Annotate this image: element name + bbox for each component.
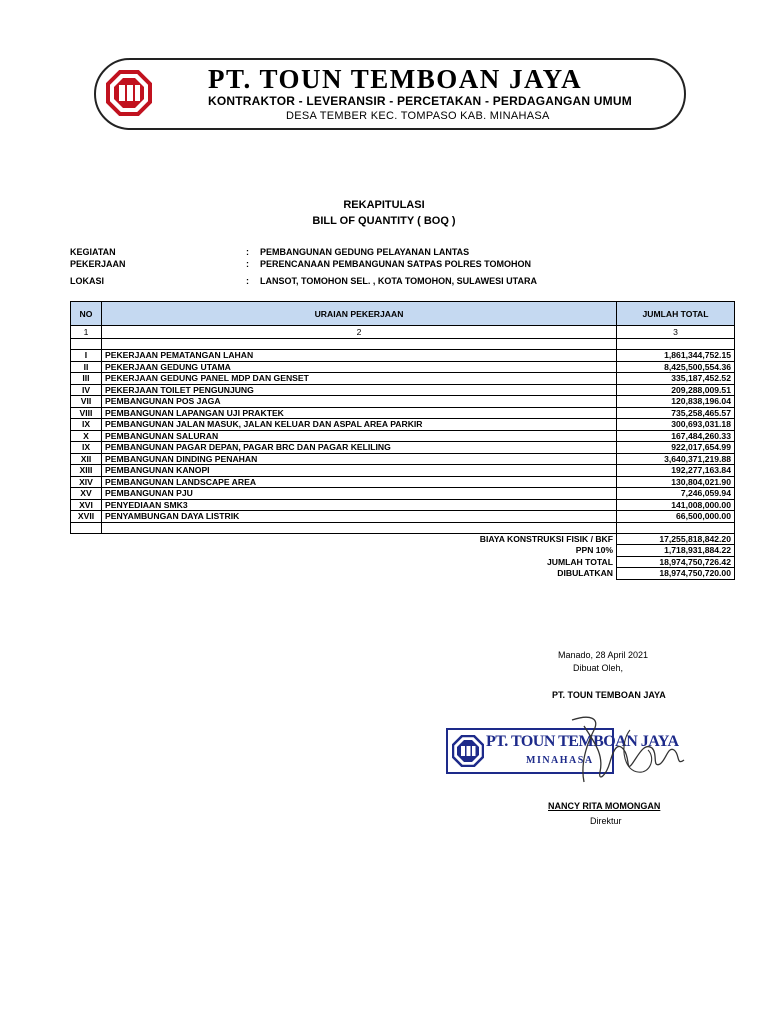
info-label: LOKASI xyxy=(70,276,105,286)
table-row xyxy=(71,499,735,511)
spacer-cell xyxy=(102,339,617,350)
item-number: VII xyxy=(71,396,102,408)
item-number: III xyxy=(71,373,102,385)
spacer-cell xyxy=(617,522,735,533)
table-row xyxy=(71,419,735,431)
item-number: X xyxy=(71,430,102,442)
summary-row xyxy=(71,545,735,557)
item-amount: 8,425,500,554.36 xyxy=(617,361,735,373)
table-row xyxy=(71,488,735,500)
summary-amount: 18,974,750,726.42 xyxy=(617,556,735,568)
item-amount: 3,640,371,219.88 xyxy=(617,453,735,465)
table-spacer-row xyxy=(71,522,735,533)
table-row xyxy=(71,453,735,465)
item-description: PEKERJAAN TOILET PENGUNJUNG xyxy=(102,384,617,396)
company-tagline: KONTRAKTOR - LEVERANSIR - PERCETAKAN - PERDAGANGAN UMUM xyxy=(208,94,632,108)
item-number: IX xyxy=(71,442,102,454)
index-jumlah: 3 xyxy=(617,326,735,339)
item-number: XV xyxy=(71,488,102,500)
item-number: XIV xyxy=(71,476,102,488)
item-description: PEMBANGUNAN JALAN MASUK, JALAN KELUAR DAN ASPAL AREA PARKIR xyxy=(102,419,617,431)
item-amount: 192,277,163.84 xyxy=(617,465,735,477)
table-row xyxy=(71,465,735,477)
table-row xyxy=(71,511,735,523)
header-uraian: URAIAN PEKERJAAN xyxy=(102,302,617,326)
table-row xyxy=(71,350,735,362)
summary-amount: 17,255,818,842.20 xyxy=(617,533,735,545)
item-number: XVII xyxy=(71,511,102,523)
item-number: IX xyxy=(71,419,102,431)
item-amount: 130,804,021.90 xyxy=(617,476,735,488)
boq-table xyxy=(70,301,735,580)
summary-label: PPN 10% xyxy=(71,545,617,557)
signer-name: NANCY RITA MOMONGAN xyxy=(548,801,661,811)
item-description: PEMBANGUNAN LAPANGAN UJI PRAKTEK xyxy=(102,407,617,419)
item-amount: 1,861,344,752.15 xyxy=(617,350,735,362)
item-number: XIII xyxy=(71,465,102,477)
info-label: PEKERJAAN xyxy=(70,259,126,269)
item-description: PEMBANGUNAN LANDSCAPE AREA xyxy=(102,476,617,488)
item-description: PEKERJAAN GEDUNG PANEL MDP DAN GENSET xyxy=(102,373,617,385)
table-row xyxy=(71,442,735,454)
spacer-cell xyxy=(71,522,102,533)
item-number: IV xyxy=(71,384,102,396)
spacer-cell xyxy=(71,339,102,350)
company-logo-icon xyxy=(106,70,152,116)
item-amount: 922,017,654.99 xyxy=(617,442,735,454)
spacer-cell xyxy=(617,339,735,350)
item-description: PEMBANGUNAN PJU xyxy=(102,488,617,500)
stamp-city: MINAHASA xyxy=(526,755,594,766)
item-number: I xyxy=(71,350,102,362)
signing-company: PT. TOUN TEMBOAN JAYA xyxy=(552,690,666,700)
company-name: PT. TOUN TEMBOAN JAYA xyxy=(208,64,583,94)
summary-label: DIBULATKAN xyxy=(71,568,617,580)
item-amount: 735,258,465.57 xyxy=(617,407,735,419)
document-title: REKAPITULASI xyxy=(343,199,425,211)
table-row xyxy=(71,373,735,385)
info-value: PEMBANGUNAN GEDUNG PELAYANAN LANTAS xyxy=(260,247,470,257)
header-jumlah: JUMLAH TOTAL xyxy=(617,302,735,326)
table-index-row xyxy=(71,326,735,339)
item-number: XVI xyxy=(71,499,102,511)
item-number: XII xyxy=(71,453,102,465)
table-row xyxy=(71,396,735,408)
item-amount: 120,838,196.04 xyxy=(617,396,735,408)
item-amount: 335,187,452.52 xyxy=(617,373,735,385)
document-subtitle: BILL OF QUANTITY ( BOQ ) xyxy=(312,215,456,227)
item-amount: 209,288,009.51 xyxy=(617,384,735,396)
spacer-cell xyxy=(102,522,617,533)
table-row xyxy=(71,384,735,396)
summary-row xyxy=(71,568,735,580)
handwritten-signature-icon xyxy=(560,712,690,792)
item-amount: 66,500,000.00 xyxy=(617,511,735,523)
table-row xyxy=(71,430,735,442)
stamp-logo-icon xyxy=(452,735,484,767)
summary-amount: 18,974,750,720.00 xyxy=(617,568,735,580)
item-amount: 7,246,059.94 xyxy=(617,488,735,500)
info-colon: : xyxy=(246,259,249,269)
summary-amount: 1,718,931,884.22 xyxy=(617,545,735,557)
item-description: PEMBANGUNAN DINDING PENAHAN xyxy=(102,453,617,465)
letterhead xyxy=(94,58,686,130)
summary-label: BIAYA KONSTRUKSI FISIK / BKF xyxy=(71,533,617,545)
item-description: PEMBANGUNAN SALURAN xyxy=(102,430,617,442)
item-description: PEKERJAAN PEMATANGAN LAHAN xyxy=(102,350,617,362)
summary-row xyxy=(71,533,735,545)
info-colon: : xyxy=(246,247,249,257)
table-spacer-row xyxy=(71,339,735,350)
stamp-company-name: PT. TOUN TEMBOAN JAYA xyxy=(486,733,679,750)
info-colon: : xyxy=(246,276,249,286)
table-row xyxy=(71,361,735,373)
info-value: LANSOT, TOMOHON SEL. , KOTA TOMOHON, SULAWESI UTARA xyxy=(260,276,538,286)
info-label: KEGIATAN xyxy=(70,247,116,257)
item-description: PENYAMBUNGAN DAYA LISTRIK xyxy=(102,511,617,523)
index-no: 1 xyxy=(71,326,102,339)
item-number: II xyxy=(71,361,102,373)
index-uraian: 2 xyxy=(102,326,617,339)
company-address: DESA TEMBER KEC. TOMPASO KAB. MINAHASA xyxy=(286,110,550,122)
table-row xyxy=(71,476,735,488)
summary-row xyxy=(71,556,735,568)
item-description: PEMBANGUNAN KANOPI xyxy=(102,465,617,477)
item-description: PEMBANGUNAN PAGAR DEPAN, PAGAR BRC DAN PAGAR KELILING xyxy=(102,442,617,454)
item-number: VIII xyxy=(71,407,102,419)
item-amount: 141,008,000.00 xyxy=(617,499,735,511)
item-description: PEMBANGUNAN POS JAGA xyxy=(102,396,617,408)
place-date: Manado, 28 April 2021 xyxy=(558,650,649,660)
signer-position: Direktur xyxy=(590,816,622,826)
summary-label: JUMLAH TOTAL xyxy=(71,556,617,568)
info-value: PERENCANAAN PEMBANGUNAN SATPAS POLRES TOMOHON xyxy=(260,259,532,269)
table-header-row xyxy=(71,302,735,326)
item-description: PENYEDIAAN SMK3 xyxy=(102,499,617,511)
item-amount: 300,693,031.18 xyxy=(617,419,735,431)
table-row xyxy=(71,407,735,419)
header-no: NO xyxy=(71,302,102,326)
made-by: Dibuat Oleh, xyxy=(573,663,624,673)
item-amount: 167,484,260.33 xyxy=(617,430,735,442)
item-description: PEKERJAAN GEDUNG UTAMA xyxy=(102,361,617,373)
